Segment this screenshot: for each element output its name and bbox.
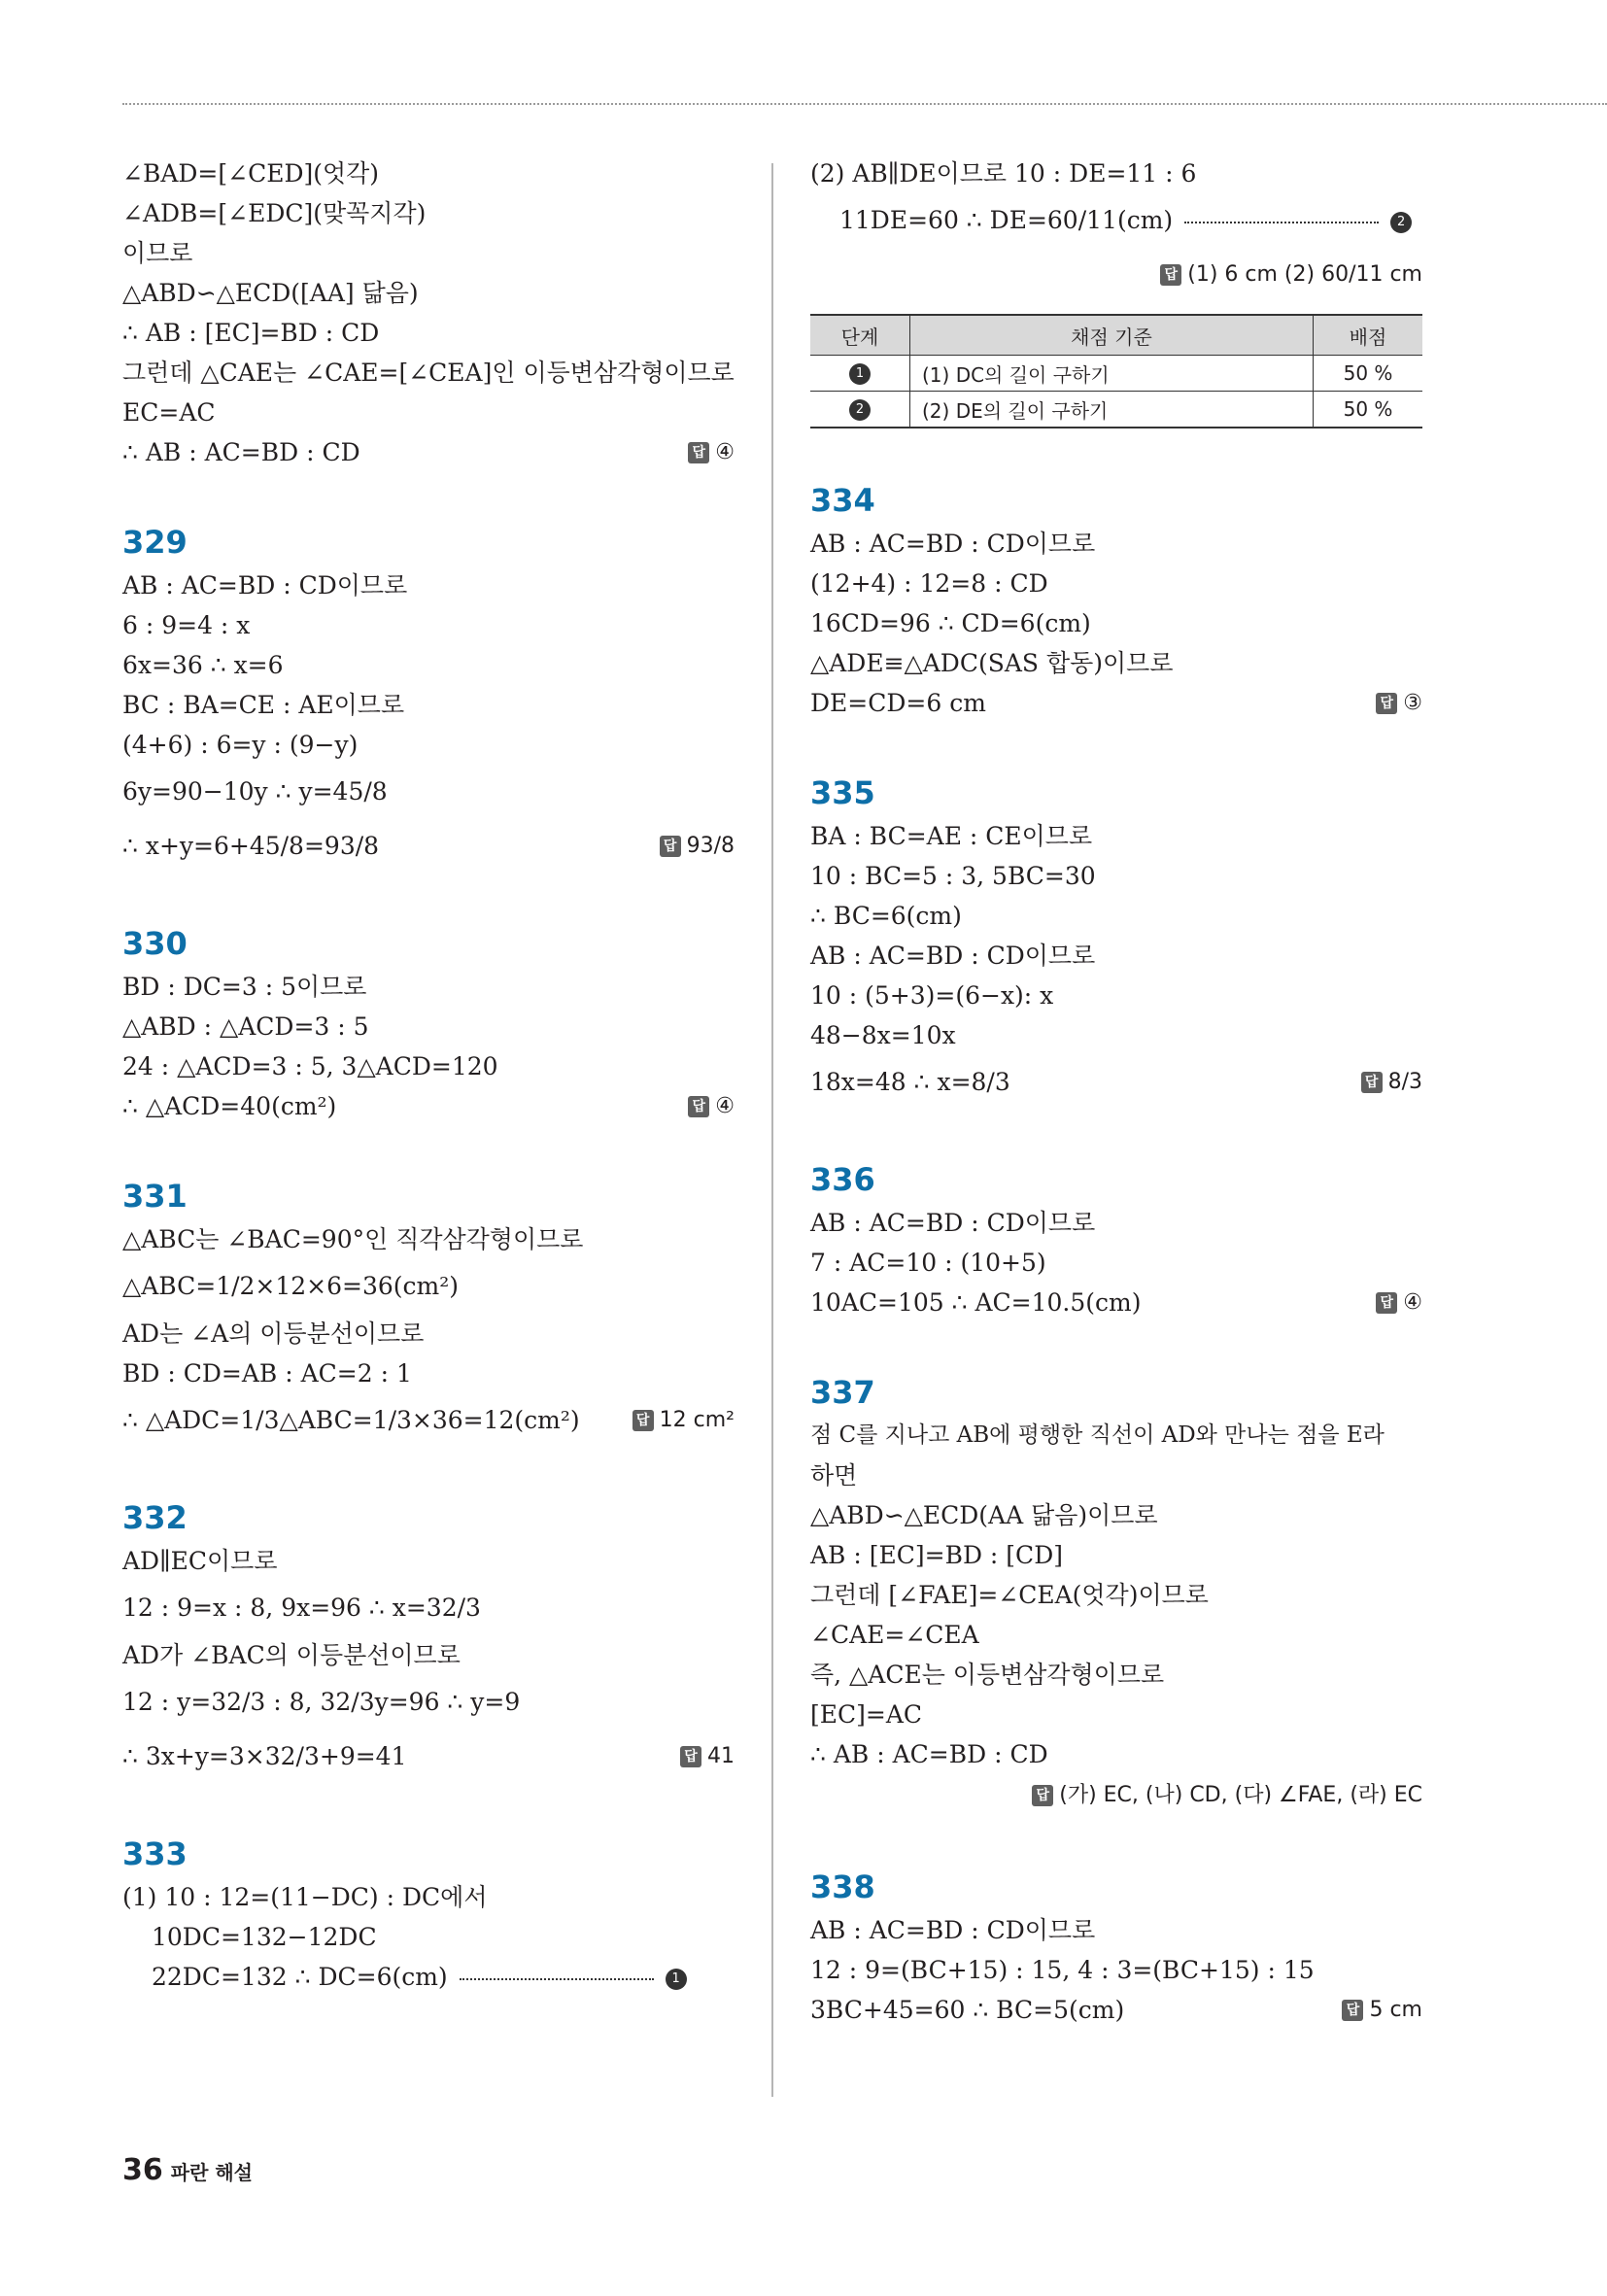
- step-marker: 2: [849, 399, 871, 421]
- solution-line: [122, 1957, 735, 1997]
- problem-number: 335: [810, 774, 875, 811]
- criterion-cell: (1) DC의 길이 구하기: [910, 356, 1314, 392]
- problem-number: 330: [122, 925, 188, 962]
- solution-line: 6y=90−10y ∴ y=45/8: [122, 777, 388, 805]
- solution-line: 12 : y=32/3 : 8, 32/3y=96 ∴ y=9: [122, 1688, 521, 1716]
- solution-text: ∴ △ACD=40(cm²): [122, 1092, 337, 1120]
- answer: [660, 819, 735, 874]
- answer: [810, 1774, 1422, 1817]
- answer: [810, 248, 1422, 302]
- answer-value: (1) 6 cm (2) 60/11 cm: [1187, 262, 1422, 287]
- answer: [1361, 1055, 1422, 1110]
- page-footer: [122, 2153, 253, 2187]
- solution-line: △ABD : △ACD=3 : 5: [122, 1012, 369, 1041]
- answer-icon: 답: [1160, 264, 1181, 286]
- solution-line: 그런데 [∠FAE]=∠CEA(엇각)이므로: [810, 1581, 1209, 1609]
- answer: [688, 432, 735, 472]
- answer-value: 8/3: [1387, 1070, 1422, 1094]
- solution-line: 7 : AC=10 : (10+5): [810, 1249, 1046, 1277]
- problem-number: 332: [122, 1499, 188, 1536]
- step-cell: [810, 356, 910, 392]
- solution-line: AB : AC=BD : CD이므로: [810, 1916, 1096, 1944]
- answer-icon: 답: [680, 1746, 701, 1767]
- solution-line: 하면: [810, 1461, 858, 1490]
- solution-line: 16CD=96 ∴ CD=6(cm): [810, 609, 1091, 637]
- solution-line: BA : BC=AE : CE이므로: [810, 822, 1093, 850]
- answer-icon: 답: [1376, 693, 1397, 714]
- solution-line: [122, 1730, 735, 1784]
- solution-line: [810, 1055, 1422, 1110]
- answer-value: ④: [715, 1094, 735, 1118]
- right-column: [810, 154, 1422, 2080]
- solution-line: BC : BA=CE : AE이므로: [122, 691, 405, 719]
- solution-line: 점 C를 지나고 AB에 평행한 직선이 AD와 만나는 점을 E라: [810, 1422, 1385, 1448]
- solution-line: AB : [EC]=BD : [CD]: [810, 1541, 1063, 1569]
- solution-text: 11DE=60 ∴ DE=60/11(cm): [839, 206, 1174, 234]
- answer-icon: 답: [633, 1410, 654, 1431]
- solution-line: (2) AB∥DE이므로 10 : DE=11 : 6: [810, 159, 1197, 188]
- points-cell: 50 %: [1314, 392, 1423, 428]
- answer: [1342, 1990, 1422, 2030]
- problem-330: [122, 924, 735, 1126]
- solution-text: 22DC=132 ∴ DC=6(cm): [152, 1963, 448, 1991]
- answer-value: ④: [1403, 1290, 1422, 1315]
- solution-line: [122, 819, 735, 874]
- solution-line: 12 : 9=x : 8, 9x=96 ∴ x=32/3: [122, 1593, 481, 1622]
- problem-number: 336: [810, 1161, 875, 1198]
- problem-number: 338: [810, 1868, 875, 1905]
- solution-line: BD : DC=3 : 5이므로: [122, 973, 367, 1001]
- solution-line: 이므로: [122, 239, 193, 267]
- problem-332: [122, 1498, 735, 1784]
- header-points: 배점: [1314, 315, 1423, 356]
- step-marker: 1: [849, 363, 871, 385]
- solution-line: ∠ADB=[∠EDC](맞꼭지각): [122, 199, 427, 227]
- solution-line: AB : AC=BD : CD이므로: [810, 1209, 1096, 1237]
- solution-text: ∴ x+y=6+45/8=93/8: [122, 832, 380, 860]
- problem-333-continuation: [810, 154, 1422, 428]
- solution-line: 그런데 △CAE는 ∠CAE=[∠CEA]인 이등변삼각형이므로: [122, 359, 735, 387]
- answer-value: 41: [707, 1744, 735, 1768]
- solution-line: (12+4) : 12=8 : CD: [810, 569, 1048, 598]
- solution-line: [122, 1393, 735, 1448]
- solution-line: △ABD∽△ECD(AA 닮음)이므로: [810, 1501, 1158, 1529]
- solution-line: △ABC=1/2×12×6=36(cm²): [122, 1272, 460, 1300]
- solution-line: [810, 193, 1422, 248]
- solution-line: AD∥EC이므로: [122, 1547, 278, 1575]
- dotted-leader: [1184, 222, 1379, 223]
- solution-line: AB : AC=BD : CD이므로: [122, 571, 408, 600]
- solution-line: 24 : △ACD=3 : 5, 3△ACD=120: [122, 1052, 498, 1080]
- top-dotted-rule: [122, 103, 1607, 105]
- solution-line: (1) 10 : 12=(11−DC) : DC에서: [122, 1883, 488, 1911]
- solution-line: AB : AC=BD : CD이므로: [810, 942, 1096, 970]
- page-number: 36: [122, 2153, 163, 2187]
- problem-number: 337: [810, 1374, 875, 1411]
- left-column: [122, 154, 735, 2047]
- solution-line: ∠CAE=∠CEA: [810, 1621, 979, 1649]
- solution-line: 12 : 9=(BC+15) : 15, 4 : 3=(BC+15) : 15: [810, 1956, 1315, 1984]
- solution-line: AD가 ∠BAC의 이등분선이므로: [122, 1641, 461, 1669]
- header-step: 단계: [810, 315, 910, 356]
- answer-icon: 답: [1361, 1072, 1383, 1093]
- answer-value: ④: [715, 440, 735, 464]
- grading-row: [810, 356, 1422, 392]
- solution-text: DE=CD=6 cm: [810, 689, 986, 717]
- problem-328-continuation: [122, 154, 735, 472]
- problem-333: [122, 1834, 735, 1997]
- column-divider: [771, 163, 773, 2097]
- solution-line: [810, 1283, 1422, 1322]
- answer: [1376, 683, 1422, 723]
- answer-icon: 답: [688, 1096, 709, 1117]
- solution-text: 3BC+45=60 ∴ BC=5(cm): [810, 1996, 1125, 2024]
- solution-line: BD : CD=AB : AC=2 : 1: [122, 1359, 412, 1388]
- answer-value: (가) EC, (나) CD, (다) ∠FAE, (라) EC: [1059, 1783, 1422, 1807]
- dotted-leader: [460, 1978, 654, 1980]
- answer-value: 5 cm: [1369, 1998, 1422, 2022]
- solution-line: 6x=36 ∴ x=6: [122, 651, 284, 679]
- problem-number: 331: [122, 1178, 188, 1215]
- solution-line: △ABC는 ∠BAC=90°인 직각삼각형이므로: [122, 1225, 584, 1253]
- solution-line: ∴ BC=6(cm): [810, 902, 962, 930]
- grading-header-row: [810, 315, 1422, 356]
- solution-line: AD는 ∠A의 이등분선이므로: [122, 1319, 425, 1348]
- solution-line: 10 : (5+3)=(6−x): x: [810, 981, 1054, 1010]
- answer-value: 93/8: [686, 834, 735, 858]
- solution-line: EC=AC: [122, 398, 216, 427]
- header-criterion: 채점 기준: [910, 315, 1314, 356]
- solution-line: △ABD∽△ECD([AA] 닮음): [122, 279, 419, 307]
- answer: [633, 1393, 735, 1448]
- answer-icon: 답: [688, 442, 709, 463]
- solution-line: [EC]=AC: [810, 1700, 923, 1729]
- answer: [688, 1086, 735, 1126]
- answer: [680, 1730, 735, 1784]
- problem-331: [122, 1177, 735, 1448]
- answer: [1376, 1283, 1422, 1322]
- answer-icon: 답: [1342, 2000, 1363, 2021]
- answer-icon: 답: [1032, 1785, 1053, 1806]
- problem-number: 333: [122, 1835, 188, 1872]
- points-cell: 50 %: [1314, 356, 1423, 392]
- grading-row: [810, 392, 1422, 428]
- problem-329: [122, 523, 735, 874]
- solution-line: 48−8x=10x: [810, 1021, 956, 1049]
- problem-334: [810, 481, 1422, 723]
- answer-value: ③: [1403, 691, 1422, 715]
- problem-336: [810, 1160, 1422, 1322]
- problem-335: [810, 773, 1422, 1110]
- solution-line: 즉, △ACE는 이등변삼각형이므로: [810, 1661, 1165, 1689]
- solution-text: 18x=48 ∴ x=8/3: [810, 1068, 1010, 1096]
- solution-line: 10DC=132−12DC: [152, 1923, 377, 1951]
- step-cell: [810, 392, 910, 428]
- problem-337: [810, 1373, 1422, 1817]
- problem-338: [810, 1868, 1422, 2030]
- solution-line: [122, 432, 735, 472]
- solution-line: [810, 683, 1422, 723]
- solution-line: AB : AC=BD : CD이므로: [810, 530, 1096, 558]
- answer-icon: 답: [660, 836, 681, 857]
- criterion-cell: (2) DE의 길이 구하기: [910, 392, 1314, 428]
- footer-label: 파란 해설: [170, 2161, 253, 2184]
- answer-value: 12 cm²: [659, 1408, 735, 1432]
- solution-text: ∴ 3x+y=3×32/3+9=41: [122, 1742, 407, 1770]
- solution-line: △ADE≡△ADC(SAS 합동)이므로: [810, 649, 1174, 677]
- solution-line: ∴ AB : AC=BD : CD: [810, 1740, 1048, 1768]
- solution-line: [810, 1990, 1422, 2030]
- solution-line: 6 : 9=4 : x: [122, 611, 251, 639]
- grading-table: [810, 314, 1422, 428]
- solution-line: ∠BAD=[∠CED](엇각): [122, 159, 380, 188]
- answer-icon: 답: [1376, 1292, 1397, 1314]
- solution-text: ∴ △ADC=1/3△ABC=1/3×36=12(cm²): [122, 1406, 580, 1434]
- problem-number: 329: [122, 524, 188, 561]
- solution-text: 10AC=105 ∴ AC=10.5(cm): [810, 1288, 1142, 1317]
- solution-line: (4+6) : 6=y : (9−y): [122, 731, 359, 759]
- solution-line: [122, 1086, 735, 1126]
- step-marker: 2: [1390, 212, 1412, 233]
- problem-number: 334: [810, 482, 875, 519]
- solution-text: ∴ AB : AC=BD : CD: [122, 438, 360, 466]
- solution-line: ∴ AB : [EC]=BD : CD: [122, 319, 380, 347]
- step-marker: 1: [666, 1969, 687, 1990]
- solution-line: 10 : BC=5 : 3, 5BC=30: [810, 862, 1096, 890]
